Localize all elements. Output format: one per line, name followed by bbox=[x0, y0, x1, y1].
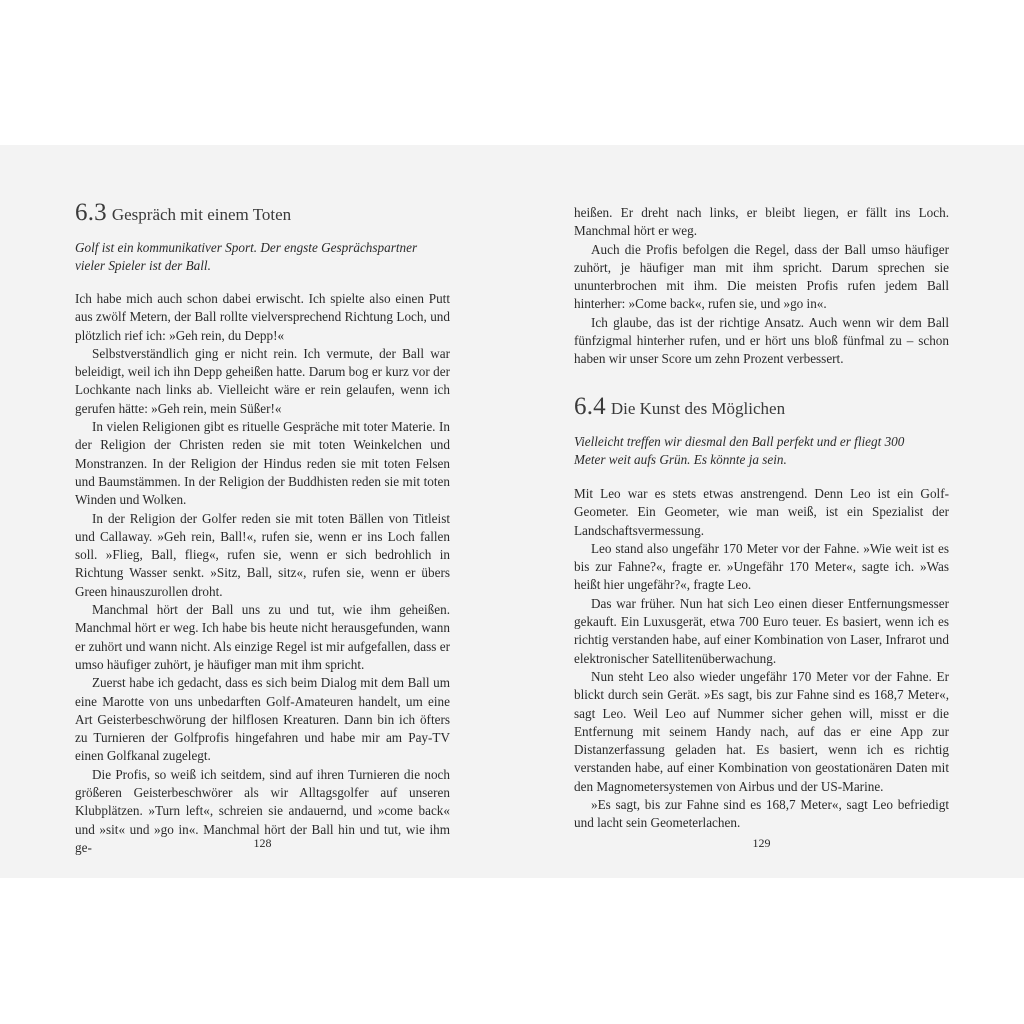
paragraph: Zuerst habe ich gedacht, dass es sich beim Dialog mit dem Ball um eine Marotte von uns unbedarften Golf-Amateuren handelt, um eine Art Geisterbeschwörung der hilflosen Kreaturen. Dann bin ich öfters zu Turnieren der Golfprofis hingefahren und habe mir am Pay-TV einen Golfkanal zugelegt. bbox=[75, 675, 450, 764]
left-page bbox=[75, 145, 450, 878]
paragraph: In vielen Religionen gibt es rituelle Gespräche mit toter Materie. In der Religion der Christen reden sie mit toten Weinkelchen und Monstranzen. In der Religion der Hindus reden sie mit toten Felsen und Baumstämmen. In der Religion der Buddhisten reden sie mit toten Winden und Wolken. bbox=[75, 419, 450, 508]
body-text bbox=[574, 485, 949, 833]
paragraph: Ich glaube, das ist der richtige Ansatz. Auch wenn wir dem Ball fünfzigmal hinterher rufen, und er hört uns bloß fünfmal zu – schon haben wir unser Score um zehn Prozent verbessert. bbox=[574, 314, 949, 367]
paragraph: Selbstverständlich ging er nicht rein. Ich vermute, der Ball war beleidigt, weil ich ihn Depp geheißen hatte. Darum bog er kurz vor der Lochkante nach links ab. Vielleicht wäre er rein gelaufen, wenn ich gerufen hätte: »Geh rein, mein Süßer!« bbox=[75, 345, 450, 416]
paragraph: Das war früher. Nun hat sich Leo einen dieser Entfernungsmesser gekauft. Ein Luxusgerät, etwa 700 Euro teuer. Es basiert, wenn ich es richtig verstanden habe, auf einer Kombination von Laser, Infrarot und elektronischer Satellitenüberwachung. bbox=[574, 595, 949, 666]
section-number: 6.4 bbox=[574, 393, 606, 420]
section-heading-6-3 bbox=[75, 199, 291, 227]
page-number: 128 bbox=[253, 836, 272, 850]
paragraph: Manchmal hört der Ball uns zu und tut, wie ihm geheißen. Manchmal hört er weg. Ich habe bis heute nicht herausgefunden, wann er zuhört und wann nicht. Als einzige Regel ist mir aufgefallen, dass er umso häufiger zuhört, je häufiger man mit ihm spricht. bbox=[75, 602, 450, 672]
paragraph: Nun steht Leo also wieder ungefähr 170 Meter vor der Fahne. Er blickt durch sein Gerät. »Es sagt, bis zur Fahne sind es 168,7 Meter«, sagt Leo. Weil Leo auf Nummer sicher gehen will, misst er die Entfernung mit seinem Handy nach, auf das er eine App zur Distanzerfassung geladen hat. Es basiert, wenn ich es richtig verstanden habe, auf einer Kombination von geostationären Daten mit den Magnometersystemen von Airbus und der US-Marine. bbox=[574, 668, 949, 794]
paragraph: In der Religion der Golfer reden sie mit toten Bällen von Titleist und Callaway. »Geh rein, Ball!«, rufen sie, wenn er ins Loch fallen soll. »Flieg, Ball, flieg«, rufen sie, wenn er sich bedrohlich in Richtung Wasser senkt. »Sitz, Ball, sitz«, rufen sie, wenn er übers Green hinauszurollen droht. bbox=[75, 510, 450, 599]
section-heading-6-4 bbox=[574, 393, 785, 421]
section-intro: Vielleicht treffen wir diesmal den Ball perfekt und er fliegt 300 Meter weit aufs Grün. Es könnte ja sein. bbox=[574, 434, 905, 468]
book-spread bbox=[0, 145, 1024, 878]
paragraph: »Es sagt, bis zur Fahne sind es 168,7 Meter«, sagt Leo befriedigt und lacht sein Geometerlachen. bbox=[574, 797, 949, 831]
paragraph: Ich habe mich auch schon dabei erwischt. Ich spielte also einen Putt aus zwölf Metern, der Ball rollte vielversprechend Richtung Loch, und plötzlich rief ich: »Geh rein, du Depp!« bbox=[75, 291, 450, 343]
page-number: 129 bbox=[752, 836, 771, 850]
paragraph: Mit Leo war es stets etwas anstrengend. Denn Leo ist ein Golf-Geometer. Ein Geometer, wie man weiß, ist ein Spezialist der Landschaftsvermessung. bbox=[574, 486, 949, 538]
section-number: 6.3 bbox=[75, 199, 107, 226]
paragraph: Leo stand also ungefähr 170 Meter vor der Fahne. »Wie weit ist es bis zur Fahne?«, fragte er. »Ungefähr 170 Meter«, sagte ich. »Was heißt hier ungefähr?«, fragte Leo. bbox=[574, 540, 949, 593]
section-title: Gespräch mit einem Toten bbox=[111, 205, 292, 224]
paragraph: Die Profis, so weiß ich seitdem, sind auf ihren Turnieren die noch größeren Geisterbeschwörer als wir Alltagsgolfer auf unseren Klubplätzen. »Turn left«, schreien sie andauernd, und »come back« und »sit« und »go in«. Manchmal hört der Ball hin und tut, wie ihm ge- bbox=[75, 766, 450, 855]
paragraph: heißen. Er dreht nach links, er bleibt liegen, er fällt ins Loch. Manchmal hört er weg. bbox=[574, 205, 949, 239]
section-title: Die Kunst des Möglichen bbox=[610, 399, 786, 418]
paragraph: Auch die Profis befolgen die Regel, dass der Ball umso häufiger zuhört, je häufiger man mit ihm spricht. Darum sprechen sie ununterbrochen mit ihm. Die meisten Profis rufen jedem Ball hinterher: »Come back«, rufen sie, und »go in«. bbox=[574, 241, 949, 312]
section-intro: Golf ist ein kommunikativer Sport. Der engste Gesprächspartner vieler Spieler ist der Ball. bbox=[75, 240, 418, 274]
body-text bbox=[75, 290, 450, 857]
right-page bbox=[574, 145, 949, 878]
continued-text bbox=[574, 204, 949, 369]
